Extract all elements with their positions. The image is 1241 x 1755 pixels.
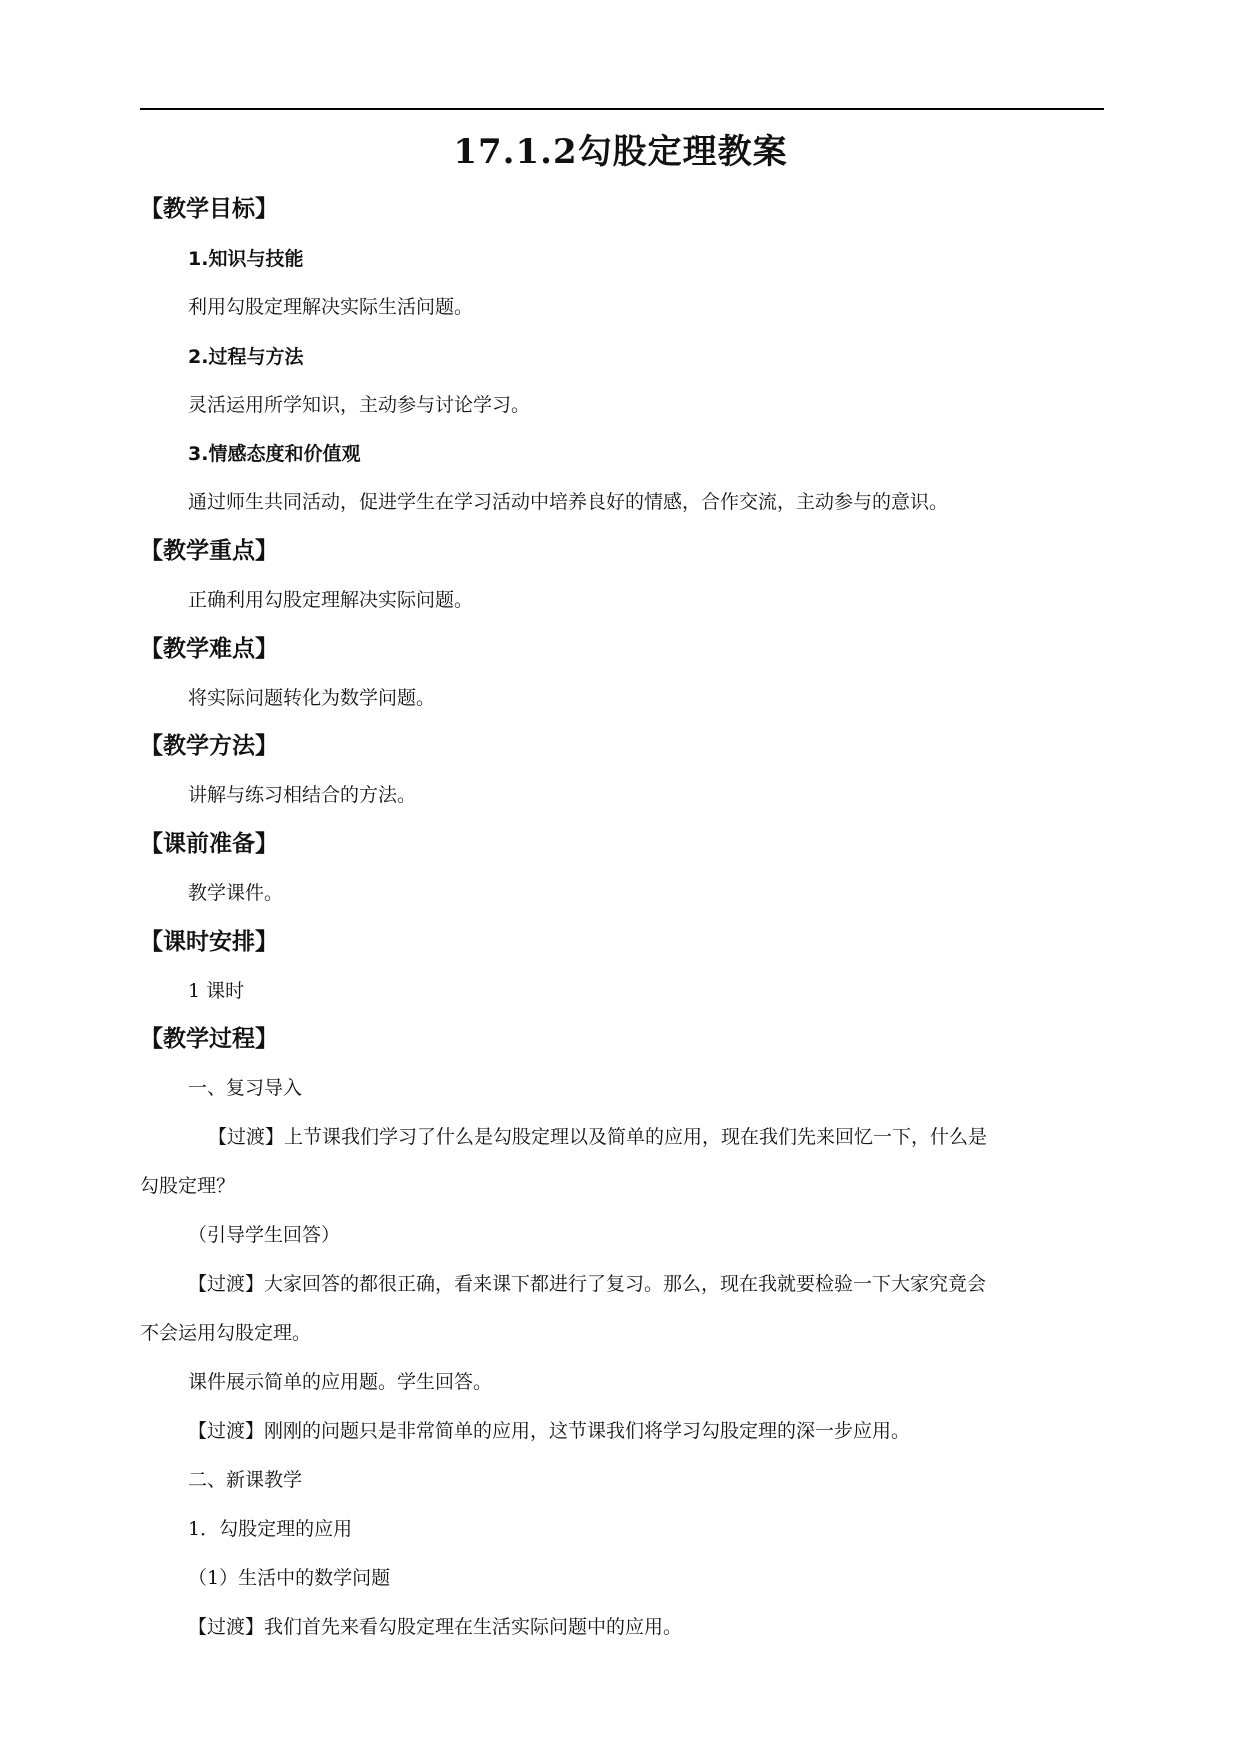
paragraph-line: （引导学生回答） [188,1224,341,1246]
section-heading: 【教学方法】 [140,733,278,759]
paragraph-line: 教学课件。 [188,882,284,904]
paragraph-line: 【过渡】刚刚的问题只是非常简单的应用，这节课我们将学习勾股定理的深一步应用。 [188,1420,911,1442]
paragraph-line: 灵活运用所学知识，主动参与讨论学习。 [188,394,531,416]
paragraph-line: 课件展示简单的应用题。学生回答。 [188,1371,493,1393]
paragraph-line: 通过师生共同活动，促进学生在学习活动中培养良好的情感，合作交流，主动参与的意识。 [188,491,949,513]
paragraph-line: 一、复习导入 [188,1077,303,1099]
paragraph-line: 正确利用勾股定理解决实际问题。 [188,589,474,611]
section-heading: 【课前准备】 [140,831,278,857]
paragraph-line: 1．勾股定理的应用 [188,1518,353,1540]
paragraph-line: 二、新课教学 [188,1469,303,1491]
paragraph-line: 【过渡】上节课我们学习了什么是勾股定理以及简单的应用，现在我们先来回忆一下，什么是 [208,1126,988,1148]
paragraph-continuation: 不会运用勾股定理。 [140,1322,312,1344]
paragraph-line: （1）生活中的数学问题 [188,1567,391,1589]
paragraph-line: 将实际问题转化为数学问题。 [188,687,436,709]
paragraph-line: 1 课时 [188,980,245,1002]
paragraph-line: 利用勾股定理解决实际生活问题。 [188,296,474,318]
paragraph-line: 【过渡】大家回答的都很正确，看来课下都进行了复习。那么，现在我就要检验一下大家究竟会 [188,1273,987,1295]
header-rule [140,108,1104,110]
document-title: 17.1.2勾股定理教案 [453,132,788,172]
paragraph-line: 【过渡】我们首先来看勾股定理在生活实际问题中的应用。 [188,1616,683,1638]
subsection-heading: 1.知识与技能 [188,248,304,270]
section-heading: 【教学重点】 [140,538,278,564]
subsection-heading: 2.过程与方法 [188,346,304,368]
section-heading: 【教学过程】 [140,1026,278,1052]
paragraph-line: 讲解与练习相结合的方法。 [188,784,417,806]
section-heading: 【教学目标】 [140,196,278,222]
subsection-heading: 3.情感态度和价值观 [188,443,361,465]
paragraph-continuation: 勾股定理？ [140,1175,236,1197]
section-heading: 【教学难点】 [140,636,278,662]
section-heading: 【课时安排】 [140,929,278,955]
